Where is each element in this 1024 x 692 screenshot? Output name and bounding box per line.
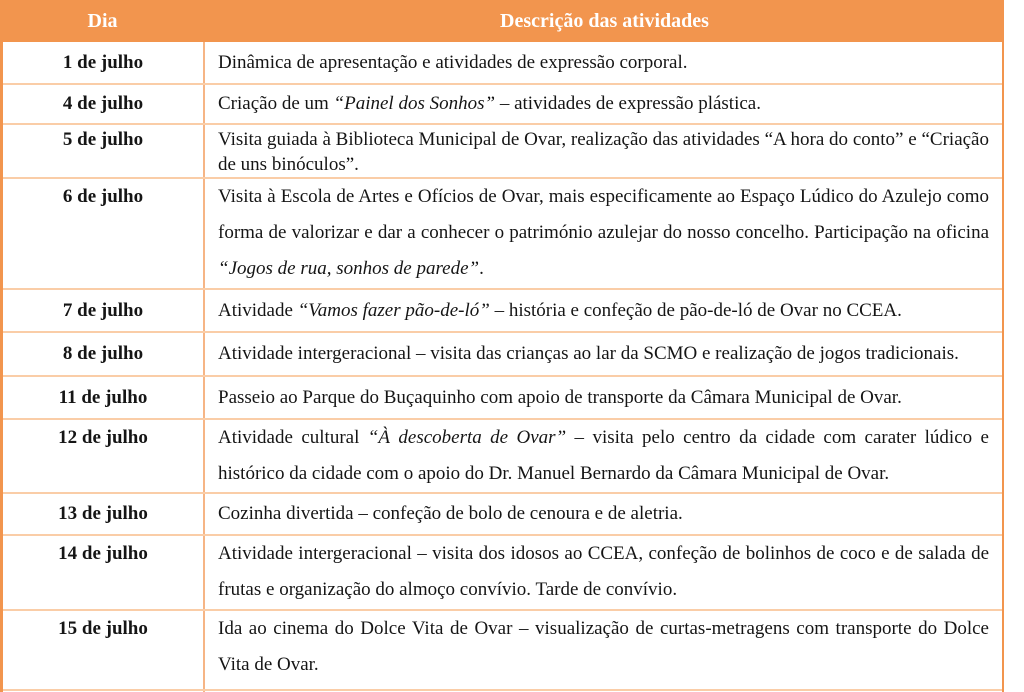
description-text: Cozinha divertida – confeção de bolo de cenoura e de aletria.	[218, 503, 683, 524]
description-text: – história e confeção de pão-de-ló de Ovar no CCEA.	[489, 299, 902, 321]
table-row	[3, 42, 1002, 85]
description-cell	[205, 494, 1002, 534]
description-cell	[205, 536, 1002, 609]
table-row	[3, 179, 1002, 290]
header-description-cell: Descrição das atividades	[500, 9, 709, 32]
description-text: Ida ao cinema do Dolce Vita de Ovar – visualização de curtas-metragens com transporte do Dolce Vita de Ovar.	[218, 618, 989, 675]
description-italic-text: “À descoberta de Ovar”	[367, 427, 567, 448]
day-cell: 1 de julho	[3, 42, 205, 83]
table-row	[3, 333, 1002, 377]
description-text: Atividade intergeracional – visita das crianças ao lar da SCMO e realização de jogos tradicionais.	[218, 343, 959, 364]
day-cell: 5 de julho	[3, 125, 205, 177]
description-cell	[205, 377, 1002, 418]
table-row	[3, 85, 1002, 125]
day-cell: 8 de julho	[3, 333, 205, 375]
description-cell	[205, 85, 1002, 123]
description-cell	[205, 125, 1002, 177]
table-row	[3, 494, 1002, 536]
description-text: Atividade	[218, 299, 298, 321]
description-text: Passeio ao Parque do Buçaquinho com apoio de transporte da Câmara Municipal de Ovar.	[218, 386, 902, 408]
description-text: Atividade intergeracional – visita dos idosos ao CCEA, confeção de bolinhos de coco e de salada de frutas e organização do almoço convívio. Tarde de convívio.	[218, 543, 989, 600]
table-row	[3, 420, 1002, 494]
day-cell: 14 de julho	[3, 536, 205, 609]
description-cell	[205, 179, 1002, 288]
description-italic-text: “Jogos de rua, sonhos de parede”	[218, 258, 480, 279]
day-cell: 7 de julho	[3, 290, 205, 331]
description-text: – visita pelo centro da cidade com carater lúdico e histórico da cidade com o apoio do Dr. Manuel Bernardo da Câmara Municipal de Ovar.	[218, 427, 989, 484]
table-row	[3, 611, 1002, 691]
description-text: – atividades de expressão plástica.	[495, 93, 761, 114]
description-text: Dinâmica de apresentação e atividades de expressão corporal.	[218, 51, 688, 73]
table-header-row	[0, 0, 1004, 42]
day-cell: 4 de julho	[3, 85, 205, 123]
description-italic-text: “Vamos fazer pão-de-ló”	[297, 299, 490, 321]
day-cell: 13 de julho	[3, 494, 205, 534]
description-cell	[205, 420, 1002, 492]
description-text: Criação de um	[218, 93, 334, 114]
table-row	[3, 377, 1002, 420]
day-cell: 6 de julho	[3, 179, 205, 288]
description-text: Visita guiada à Biblioteca Municipal de Ovar, realização das atividades “A hora do conto” e “Criação de uns binóculos”.	[218, 129, 989, 175]
description-cell	[205, 611, 1002, 689]
table-row	[3, 536, 1002, 611]
description-text: Atividade cultural	[218, 427, 368, 448]
header-day-cell: Dia	[87, 9, 118, 32]
description-text: .	[479, 258, 484, 279]
day-cell: 11 de julho	[3, 377, 205, 418]
description-cell	[205, 42, 1002, 83]
description-cell	[205, 290, 1002, 331]
description-italic-text: “Painel dos Sonhos”	[333, 93, 496, 114]
day-cell: 15 de julho	[3, 611, 205, 689]
description-text: Visita à Escola de Artes e Ofícios de Ovar, mais especificamente ao Espaço Lúdico do Azulejo como forma de valorizar e dar a conhecer o património azulejar do nosso concelho. Participação na oficina	[218, 186, 989, 243]
table-row	[3, 125, 1002, 179]
table-row	[3, 290, 1002, 333]
description-cell	[205, 333, 1002, 375]
day-cell: 12 de julho	[3, 420, 205, 492]
